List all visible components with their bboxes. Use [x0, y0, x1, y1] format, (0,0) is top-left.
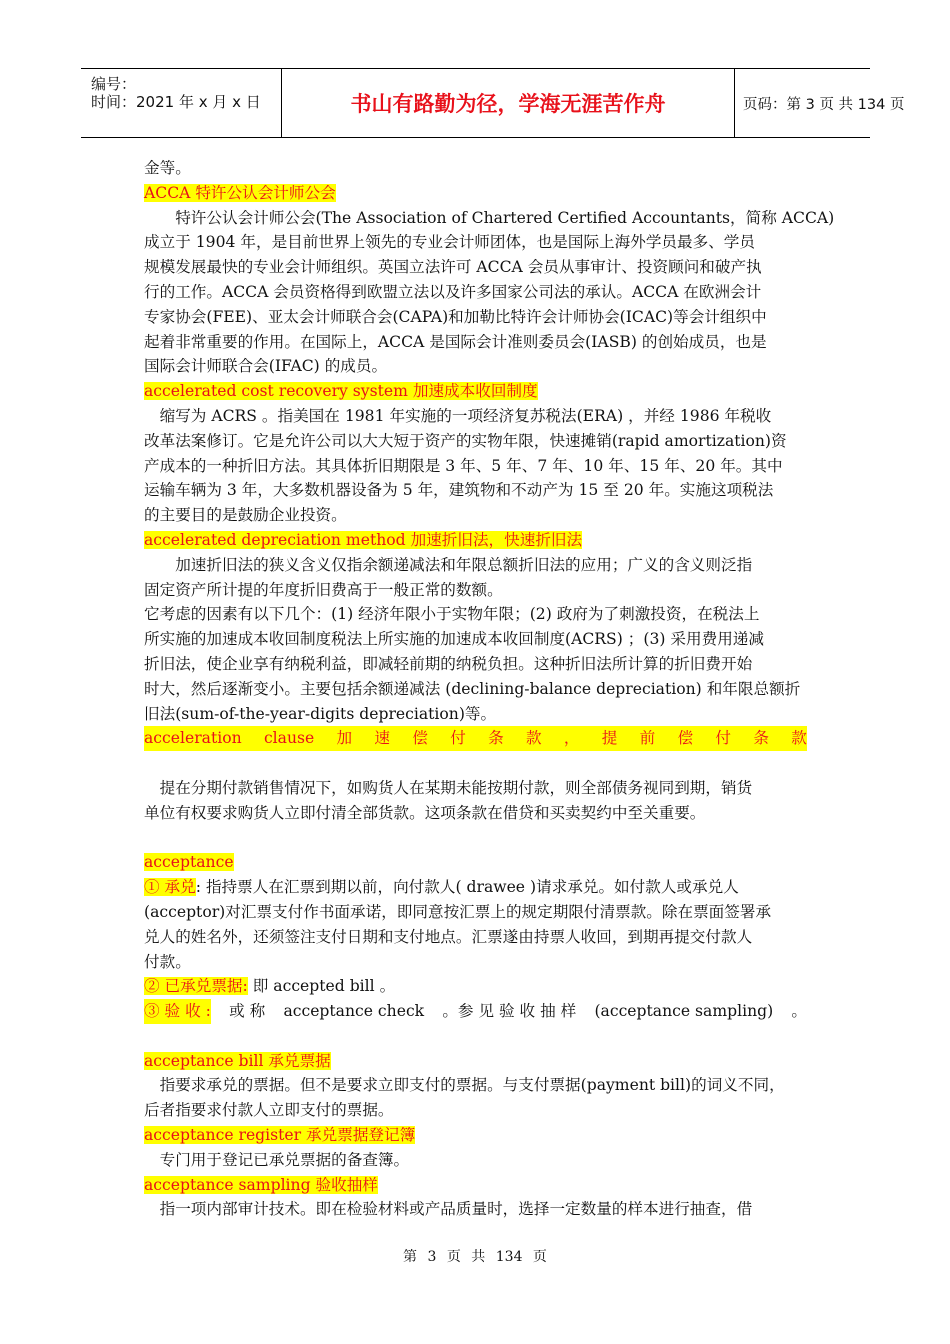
document-body [144, 156, 835, 1222]
glossary-term: acceptance bill 承兑票据 [144, 1051, 331, 1070]
text-line: 规模发展最快的专业会计师组织。英国立法许可 ACCA 会员从事审计、投资顾问和破产执 [144, 258, 762, 277]
term-word: acceleration [144, 729, 242, 748]
header-motto: 书山有路勤为径，学海无涯苦作舟 [350, 92, 666, 116]
glossary-term-justified [144, 726, 807, 751]
text-line: 起着非常重要的作用。在国际上，ACCA 是国际会计准则委员会(IASB) 的创始成员，也是 [144, 332, 767, 351]
page-footer: 第 3 页 共 134 页 [403, 1249, 547, 1265]
term-word: 条 [753, 729, 769, 748]
text-line-justified [144, 999, 807, 1024]
term-word: 款 [791, 729, 807, 748]
text-line: 金等。 [144, 159, 191, 177]
blank-line [144, 751, 807, 776]
text-line: 固定资产所计提的年度折旧费高于一般正常的数额。 [144, 580, 503, 599]
text-line: 专家协会(FEE)、亚太会计师联合会(CAPA)和加勒比特许会计师协会(ICAC)等会计组织中 [144, 307, 767, 326]
glossary-term: accelerated cost recovery system 加速成本收回制度 [144, 382, 538, 401]
text-line: 单位有权要求购货人立即付清全部货款。这项条款在借贷和买卖契约中至关重要。 [144, 803, 706, 822]
term-word: 付 [715, 729, 732, 748]
term-word: 速 [374, 729, 391, 748]
text-line: (acceptor)对汇票支付作书面承诺，即同意按汇票上的规定期限付清票款。除在票面签署承 [144, 902, 772, 921]
glossary-term: accelerated depreciation method 加速折旧法，快速折旧法 [144, 530, 583, 549]
text-line: 指要求承兑的票据。但不是要求立即支付的票据。与支付票据(payment bill)的词义不同， [144, 1076, 785, 1095]
sub-term: ② 已承兑票据: [144, 977, 248, 996]
term-word: 款 [525, 729, 542, 748]
header-meta [81, 69, 281, 137]
header-page-label: 页码：第 3 页 共 134 页 [743, 96, 905, 113]
blank-line [144, 826, 807, 851]
text-line: 指一项内部审计技术。即在检验材料或产品质量时，选择一定数量的样本进行抽查，借 [144, 1200, 753, 1219]
text-line: 缩写为 ACRS 。指美国在 1981 年实施的一项经济复苏税法(ERA) ，并经 1986 年税收 [144, 406, 772, 425]
text-line: 专门用于登记已承兑票据的备查簿。 [144, 1150, 410, 1169]
text-segment: 或 称 [229, 1002, 266, 1021]
text-segment: (acceptance sampling) [594, 1002, 774, 1021]
text-segment: acceptance check [283, 1002, 425, 1021]
term-word: 前 [639, 729, 656, 748]
glossary-term: acceptance sampling 验收抽样 [144, 1175, 378, 1194]
text-line: 产成本的一种折旧方法。其具体折旧期限是 3 年、5 年、7 年、10 年、15 年、20 年。其中 [144, 456, 783, 475]
text-line: 折旧法，使企业享有纳税利益，即减轻前期的纳税负担。这种折旧法所计算的折旧费开始 [144, 654, 753, 673]
text-line: 后者指要求付款人立即支付的票据。 [144, 1101, 394, 1120]
term-word: 偿 [412, 729, 428, 748]
text-line: 付款。 [144, 952, 191, 971]
term-word: 条 [488, 729, 504, 748]
page-header [81, 68, 905, 138]
term-word: clause [263, 729, 315, 748]
document-number-label: 编号： [91, 75, 137, 93]
text-line: 成立于 1904 年，是目前世界上领先的专业会计师团体，也是国际上海外学员最多、学员 [144, 233, 755, 252]
term-word: 付 [450, 729, 466, 748]
sub-term: ① 承兑 [144, 878, 196, 897]
text-line: 的主要目的是鼓励企业投资。 [144, 506, 347, 525]
text-line: 提在分期付款销售情况下，如购货人在某期未能按期付款，则全部债务视同到期，销货 [144, 778, 753, 797]
glossary-term: ACCA 特许公认会计师公会 [144, 183, 336, 202]
text-line: 改革法案修订。它是允许公司以大大短于资产的实物年限，快速摊销(rapid amortization)资 [144, 431, 787, 450]
text-line: 加速折旧法的狭义含义仅指余额递减法和年限总额折旧法的应用；广义的含义则泛指 [144, 555, 753, 574]
text-line: 旧法(sum-of-the-year-digits depreciation)等。 [144, 704, 497, 723]
text-line: 行的工作。ACCA 会员资格得到欧盟立法以及许多国家公司法的承认。ACCA 在欧洲会计 [144, 282, 762, 301]
glossary-term: acceptance [144, 853, 234, 872]
glossary-term: acceptance register 承兑票据登记簿 [144, 1126, 416, 1145]
text-line: 运输车辆为 3 年，大多数机器设备为 5 年，建筑物和不动产为 15 至 20 年。实施这项税法 [144, 481, 774, 500]
term-word: 加 [336, 729, 353, 748]
text-line: 即 accepted bill 。 [247, 977, 396, 996]
text-segment: 。参 见 验 收 抽 样 [442, 1002, 577, 1021]
text-line: 兑人的姓名外，还须签注支付日期和支付地点。汇票遂由持票人收回，到期再提交付款人 [144, 927, 753, 946]
text-line: 所实施的加速成本收回制度税法上所实施的加速成本收回制度(ACRS) ；(3) 采用费用递减 [144, 630, 764, 649]
document-date-label: 时间：2021 年 x 月 x 日 [91, 93, 261, 111]
term-word: ， [563, 729, 580, 748]
text-line: 它考虑的因素有以下几个：(1) 经济年限小于实物年限；(2) 政府为了刺激投资，在税法上 [144, 605, 760, 624]
sub-term: ③ 验 收 : [144, 999, 211, 1024]
text-line: : 指持票人在汇票到期以前，向付款人( drawee )请求承兑。如付款人或承兑人 [195, 878, 739, 897]
blank-line [144, 1024, 807, 1049]
text-line: 时大，然后逐渐变小。主要包括余额递减法 (declining-balance depreciation) 和年限总额折 [144, 679, 801, 698]
term-word: 提 [601, 729, 618, 748]
text-line: 国际会计师联合会(IFAC) 的成员。 [144, 357, 388, 376]
text-segment: 。 [791, 1002, 807, 1021]
term-word: 偿 [677, 729, 694, 748]
text-line: 特许公认会计师公会(The Association of Chartered Certified Accountants，简称 ACCA) [144, 208, 835, 227]
